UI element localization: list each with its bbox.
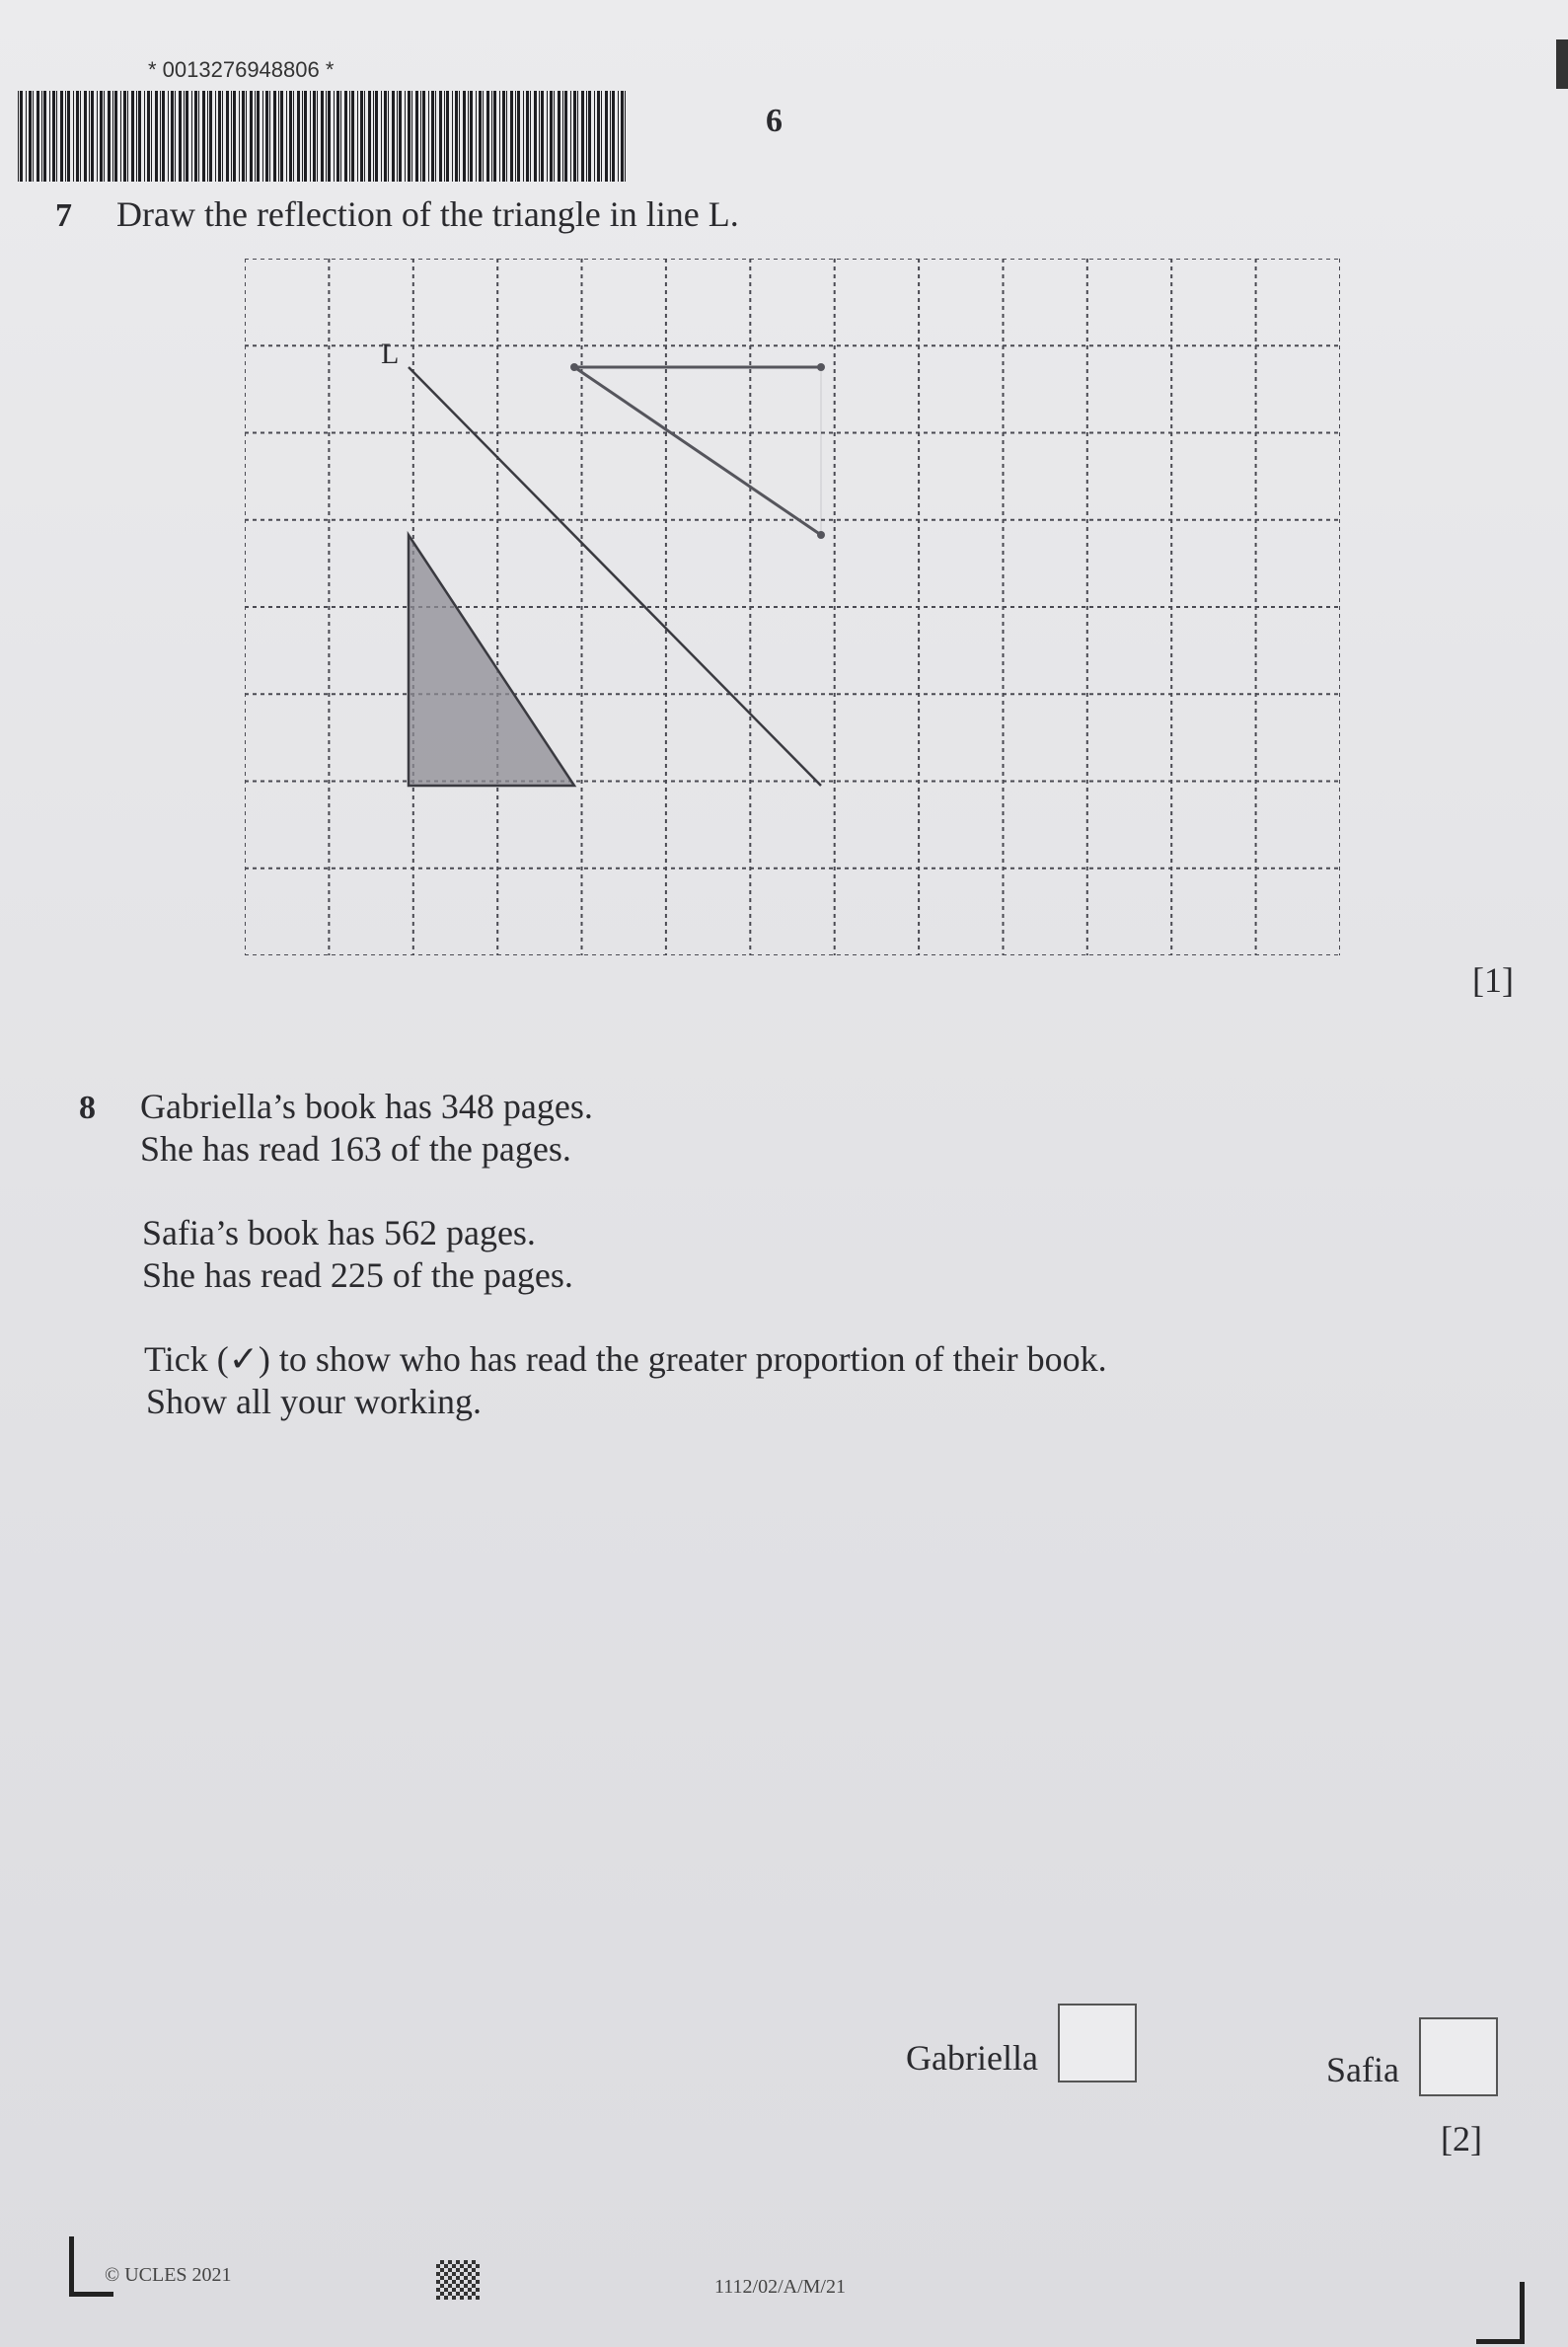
q8-line-4: She has read 225 of the pages. <box>142 1255 573 1295</box>
page-number: 6 <box>766 103 783 139</box>
q8-line-1: Gabriella’s book has 348 pages. <box>140 1087 593 1126</box>
shaded-triangle <box>409 535 574 786</box>
page-edge-mark <box>1556 39 1568 89</box>
q8-line-5: Tick (✓) to show who has read the greater proportion of their book. <box>144 1339 1107 1379</box>
reflection-grid[interactable] <box>245 259 1340 955</box>
corner-mark-right <box>1476 2282 1525 2344</box>
paper-code: 1112/02/A/M/21 <box>714 2276 846 2298</box>
option-gabriella-label: Gabriella <box>906 2038 1038 2078</box>
q8-line-6: Show all your working. <box>146 1382 482 1421</box>
q8-line-2: She has read 163 of the pages. <box>140 1129 571 1169</box>
option-safia-label: Safia <box>1326 2050 1399 2089</box>
question-8-number: 8 <box>79 1090 96 1126</box>
safia-tick-box[interactable] <box>1419 2017 1498 2096</box>
barcode <box>18 91 630 182</box>
pencil-reflection-attempt <box>570 363 825 539</box>
question-7-text: Draw the reflection of the triangle in line L. <box>116 194 739 234</box>
copyright: © UCLES 2021 <box>105 2264 232 2286</box>
question-8-marks: [2] <box>1441 2119 1482 2158</box>
gabriella-tick-box[interactable] <box>1058 2004 1137 2082</box>
question-7-number: 7 <box>55 197 72 234</box>
line-label-L: L <box>381 338 400 370</box>
question-7-marks: [1] <box>1472 960 1514 1000</box>
barcode-number: * 0013276948806 * <box>148 57 335 82</box>
qr-code <box>436 2260 480 2300</box>
q8-line-3: Safia’s book has 562 pages. <box>142 1213 536 1252</box>
